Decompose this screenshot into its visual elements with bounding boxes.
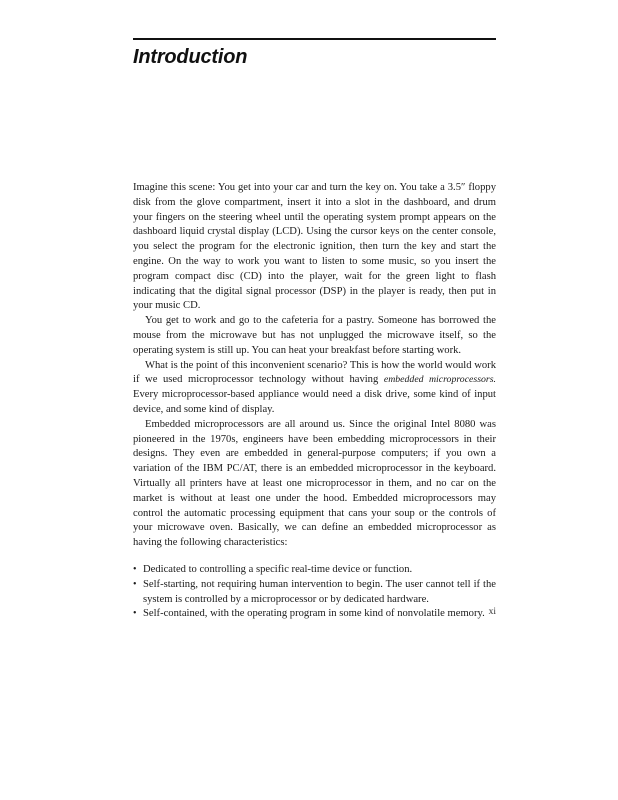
paragraph-point-tail: Every microprocessor-based appliance would need a disk drive, some kind of input device, and some kind of display. — [133, 389, 496, 415]
list-item-text: Dedicated to controlling a specific real-time device or function. — [143, 563, 413, 575]
paragraph-embedded: Embedded microprocessors are all around us. Since the original Intel 8080 was pioneered in the 1970s, engineers have been embedding microprocessors in their designs. They even are embedded in general-purpose computers; if you own a variation of the IBM PC/AT, there is an embedded microprocessor in the keyboard. Virtually all printers have at least one microprocessor in them, and no car on the market is without at least one under the hood. Embedded microprocessors may control the automatic processing equipment that cans your soup or the controls of your microwave oven. Basically, we can define an embedded microprocessor as having the following characteristics: — [133, 418, 496, 549]
emphasis-term: embedded microprocessors. — [383, 374, 496, 386]
paragraph-scenario: Imagine this scene: You get into your car and turn the key on. You take a 3.5″ floppy disk from the glove compartment, insert it into a slot in the dashboard, and drum your fingers on the steering wheel until the operating system prompt appears on the dashboard liquid crystal display (LCD). Using the cursor keys on the center console, you select the program for the electronic ignition, then turn the key and start the engine. On the way to work you want to listen to some music, so you insert the program compact disc (CD) into the player, wait for the green light to flash indicating that the digital signal processor (DSP) in the player is ready, then put in your music CD. — [133, 182, 496, 312]
list-item — [133, 607, 496, 622]
paragraph-point-lead: What is the point of this inconvenient scenario? This is how the world would work if we used microprocessor technology without having — [133, 359, 496, 386]
chapter-rule — [133, 38, 496, 40]
bullet-icon: • — [133, 608, 137, 620]
body-text — [133, 181, 496, 622]
characteristics-list — [133, 563, 496, 622]
bullet-icon: • — [133, 563, 137, 575]
list-item-text: Self-contained, with the operating program in some kind of nonvolatile memory. — [143, 608, 485, 620]
list-item — [133, 578, 496, 608]
list-item-text: Self-starting, not requiring human intervention to begin. The user cannot tell if the system is controlled by a microprocessor or by dedicated hardware. — [143, 578, 496, 605]
chapter-title: Introduction — [133, 46, 248, 68]
bullet-icon: • — [133, 578, 137, 590]
paragraph-point — [133, 359, 496, 418]
page-number: xi — [488, 607, 496, 617]
list-item — [133, 563, 496, 578]
paragraph-work: You get to work and go to the cafeteria for a pastry. Someone has borrowed the mouse from the microwave but has not unplugged the microwave itself, so the operating system is still up. You can heat your breakfast before starting work. — [133, 315, 496, 356]
